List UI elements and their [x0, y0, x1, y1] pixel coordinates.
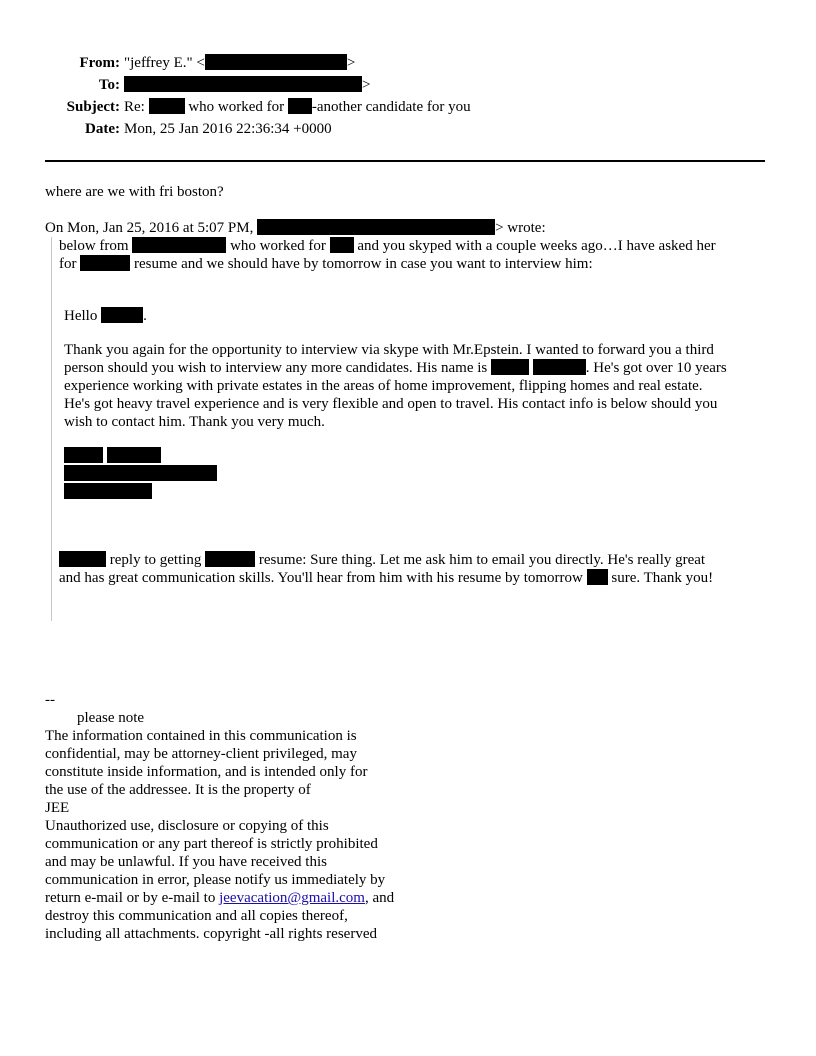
paragraph-line: He's got heavy travel experience and is very flexible and open to travel. His contact info is below should you — [64, 396, 718, 412]
redaction — [59, 551, 106, 567]
redaction — [587, 569, 608, 585]
disclaimer-text: return e-mail or by e-mail to — [45, 890, 220, 906]
redaction — [107, 447, 161, 463]
disclaimer-line: and may be unlawful. If you have received this — [45, 854, 327, 870]
quote-wrote: > wrote: — [495, 220, 546, 236]
to-close: > — [362, 77, 371, 93]
reply-text: and has great communication skills. You'll hear from him with his resume by tomorrow — [59, 570, 583, 586]
signature-separator: -- — [45, 692, 55, 708]
redaction — [288, 98, 312, 114]
quote-text: for — [59, 256, 77, 272]
paragraph-text: person should you wish to interview any more candidates. His name is — [64, 360, 488, 376]
quote-date: On Mon, Jan 25, 2016 at 5:07 PM, — [45, 220, 254, 236]
to-value — [124, 76, 370, 94]
subject-re: Re: — [124, 99, 145, 115]
redaction — [101, 307, 143, 323]
from-value — [124, 54, 355, 72]
greeting — [64, 307, 147, 325]
redaction — [533, 359, 586, 375]
redaction — [205, 551, 255, 567]
reply-text: reply to getting — [109, 552, 202, 568]
redaction — [80, 255, 130, 271]
redaction — [205, 54, 347, 70]
disclaimer-line: communication or any part thereof is strictly prohibited — [45, 836, 378, 852]
redaction — [64, 465, 217, 481]
paragraph-line: wish to contact him. Thank you very much. — [64, 414, 325, 430]
paragraph-line: experience working with private estates in the areas of home improvement, flipping homes and real estate. — [64, 378, 703, 394]
date-label: Date: — [85, 121, 120, 137]
redaction — [64, 483, 152, 499]
quote-line — [59, 237, 716, 255]
greeting-end: . — [143, 308, 147, 324]
to-label: To: — [98, 77, 120, 93]
email-link[interactable]: jeevacation@gmail.com — [219, 890, 365, 906]
quote-text: below from — [59, 238, 129, 254]
disclaimer-line: JEE — [45, 800, 70, 816]
from-name: "jeffrey E." < — [124, 55, 205, 71]
paragraph-line — [64, 359, 727, 377]
quote-text: and you skyped with a couple weeks ago…I have asked her — [357, 238, 716, 254]
subject-end: -another candidate for you — [311, 99, 471, 115]
redaction — [132, 237, 226, 253]
disclaimer-line: the use of the addressee. It is the property of — [45, 782, 311, 798]
quote-text: who worked for — [230, 238, 326, 254]
paragraph-text: . He's got over 10 years — [585, 360, 727, 376]
contact-info-redacted — [64, 447, 161, 465]
subject-value — [124, 98, 471, 116]
disclaimer-line: communication in error, please notify us immediately by — [45, 872, 386, 888]
quote-text: resume and we should have by tomorrow in case you want to interview him: — [134, 256, 593, 272]
disclaimer-line: Unauthorized use, disclosure or copying of this — [45, 818, 329, 834]
redaction — [330, 237, 354, 253]
disclaimer-text: , and — [364, 890, 395, 906]
redaction — [124, 76, 362, 92]
please-note: please note — [77, 710, 145, 726]
quote-attribution — [45, 219, 546, 237]
redaction — [64, 447, 103, 463]
quote-line — [59, 255, 593, 273]
from-label: From: — [79, 55, 120, 71]
quote-bar — [51, 237, 52, 621]
subject-mid: who worked for — [188, 99, 285, 115]
reply-text: sure. Thank you! — [611, 570, 714, 586]
redaction — [149, 98, 185, 114]
disclaimer-line — [45, 889, 394, 907]
reply-line — [59, 569, 713, 587]
greeting-text: Hello — [64, 308, 98, 324]
subject-label: Subject: — [66, 99, 120, 115]
paragraph-line: Thank you again for the opportunity to interview via skype with Mr.Epstein. I wanted to forward you a third — [64, 342, 714, 358]
contact-info-redacted — [64, 465, 217, 483]
redaction — [491, 359, 529, 375]
disclaimer-line: destroy this communication and all copies thereof, — [45, 908, 348, 924]
reply-line — [59, 551, 705, 569]
from-close: > — [346, 55, 356, 71]
header-divider — [45, 160, 765, 162]
reply-text: resume: Sure thing. Let me ask him to email you directly. He's really great — [258, 552, 706, 568]
date-value: Mon, 25 Jan 2016 22:36:34 +0000 — [124, 121, 332, 137]
disclaimer-line: confidential, may be attorney-client privileged, may — [45, 746, 357, 762]
contact-info-redacted — [64, 483, 152, 501]
disclaimer-line: including all attachments. copyright -all rights reserved — [45, 926, 377, 942]
redaction — [257, 219, 495, 235]
disclaimer-line: The information contained in this communication is — [45, 728, 357, 744]
reply-text: where are we with fri boston? — [45, 184, 224, 200]
disclaimer-line: constitute inside information, and is intended only for — [45, 764, 368, 780]
